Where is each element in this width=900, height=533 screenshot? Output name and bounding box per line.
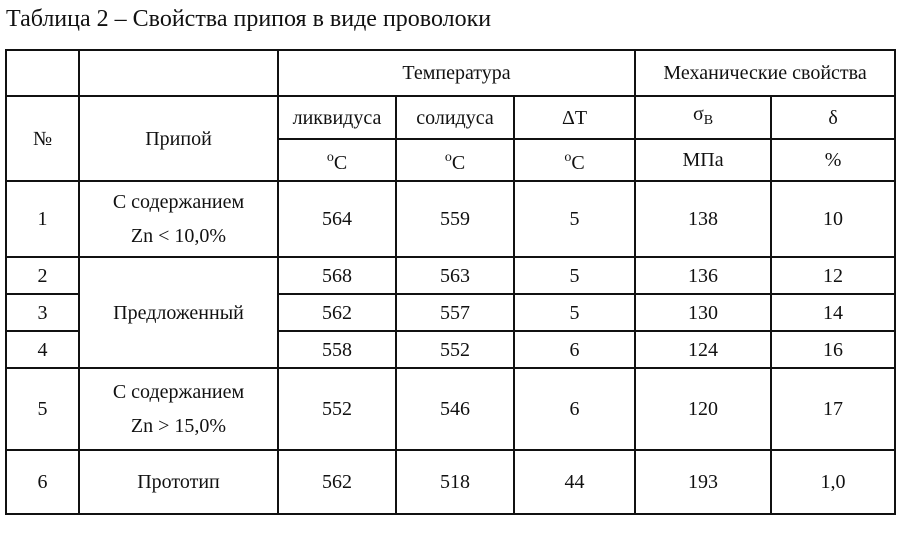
solder-line-1: С содержанием bbox=[112, 191, 245, 213]
header-temperature: Температура bbox=[278, 50, 635, 96]
header-solder: Припой bbox=[79, 96, 278, 181]
cell-number: 5 bbox=[6, 368, 79, 450]
cell-elongation: 16 bbox=[771, 331, 895, 368]
cell-liquidus: 568 bbox=[278, 257, 396, 294]
cell-tensile-strength: 136 bbox=[635, 257, 771, 294]
cell-liquidus: 552 bbox=[278, 368, 396, 450]
solder-line-2: Zn < 10,0% bbox=[130, 225, 227, 247]
cell-solder bbox=[79, 181, 278, 257]
cell-number: 3 bbox=[6, 294, 79, 331]
unit-mpa: МПа bbox=[635, 139, 771, 181]
cell-liquidus: 562 bbox=[278, 294, 396, 331]
cell-solder: Прототип bbox=[79, 450, 278, 514]
cell-delta-t: 6 bbox=[514, 331, 635, 368]
degree-mark: o bbox=[564, 149, 572, 165]
cell-solidus: 559 bbox=[396, 181, 514, 257]
table-row bbox=[6, 450, 895, 514]
cell-elongation: 12 bbox=[771, 257, 895, 294]
unit-percent: % bbox=[771, 139, 895, 181]
cell-number: 4 bbox=[6, 331, 79, 368]
cell-delta-t: 44 bbox=[514, 450, 635, 514]
solder-line-1: С содержанием bbox=[112, 381, 245, 403]
header-row-groups bbox=[6, 50, 895, 96]
cell-delta-t: 6 bbox=[514, 368, 635, 450]
header-number: № bbox=[6, 96, 79, 181]
sigma-symbol: σ bbox=[692, 103, 704, 125]
unit-liquidus bbox=[278, 139, 396, 181]
table-row bbox=[6, 257, 895, 294]
cell-number: 1 bbox=[6, 181, 79, 257]
cell-tensile-strength: 130 bbox=[635, 294, 771, 331]
celsius-letter: C bbox=[333, 151, 348, 174]
unit-solidus bbox=[396, 139, 514, 181]
table-row bbox=[6, 181, 895, 257]
cell-delta-t: 5 bbox=[514, 257, 635, 294]
header-liquidus: ликвидуса bbox=[278, 96, 396, 139]
cell-liquidus: 558 bbox=[278, 331, 396, 368]
cell-number: 6 bbox=[6, 450, 79, 514]
cell-delta-t: 5 bbox=[514, 294, 635, 331]
celsius-letter: C bbox=[451, 151, 466, 174]
cell-tensile-strength: 138 bbox=[635, 181, 771, 257]
solder-properties-table bbox=[5, 49, 896, 515]
cell-delta-t: 5 bbox=[514, 181, 635, 257]
sigma-subscript: В bbox=[703, 113, 714, 128]
table-caption: Таблица 2 – Свойства припоя в виде проволоки bbox=[6, 6, 492, 32]
cell-tensile-strength: 124 bbox=[635, 331, 771, 368]
cell-solder bbox=[79, 368, 278, 450]
header-delta-t: ΔT bbox=[514, 96, 635, 139]
unit-delta-t bbox=[514, 139, 635, 181]
cell-solidus: 546 bbox=[396, 368, 514, 450]
degree-mark: o bbox=[444, 149, 452, 165]
solder-line-2: Zn > 15,0% bbox=[130, 415, 227, 437]
cell-elongation: 17 bbox=[771, 368, 895, 450]
cell-solidus: 518 bbox=[396, 450, 514, 514]
degree-mark: o bbox=[326, 149, 334, 165]
header-mechanical-properties: Механические свойства bbox=[635, 50, 895, 96]
header-solidus: солидуса bbox=[396, 96, 514, 139]
header-blank-no bbox=[6, 50, 79, 96]
cell-elongation: 14 bbox=[771, 294, 895, 331]
cell-elongation: 10 bbox=[771, 181, 895, 257]
cell-solder: Предложенный bbox=[79, 257, 278, 368]
header-blank-solder bbox=[79, 50, 278, 96]
cell-solidus: 563 bbox=[396, 257, 514, 294]
header-row-params bbox=[6, 96, 895, 139]
header-tensile-strength bbox=[635, 96, 771, 139]
cell-solidus: 552 bbox=[396, 331, 514, 368]
cell-tensile-strength: 193 bbox=[635, 450, 771, 514]
cell-elongation: 1,0 bbox=[771, 450, 895, 514]
celsius-letter: C bbox=[571, 151, 585, 174]
cell-solidus: 557 bbox=[396, 294, 514, 331]
cell-liquidus: 562 bbox=[278, 450, 396, 514]
cell-number: 2 bbox=[6, 257, 79, 294]
header-elongation: δ bbox=[771, 96, 895, 139]
table-row bbox=[6, 368, 895, 450]
cell-tensile-strength: 120 bbox=[635, 368, 771, 450]
cell-liquidus: 564 bbox=[278, 181, 396, 257]
